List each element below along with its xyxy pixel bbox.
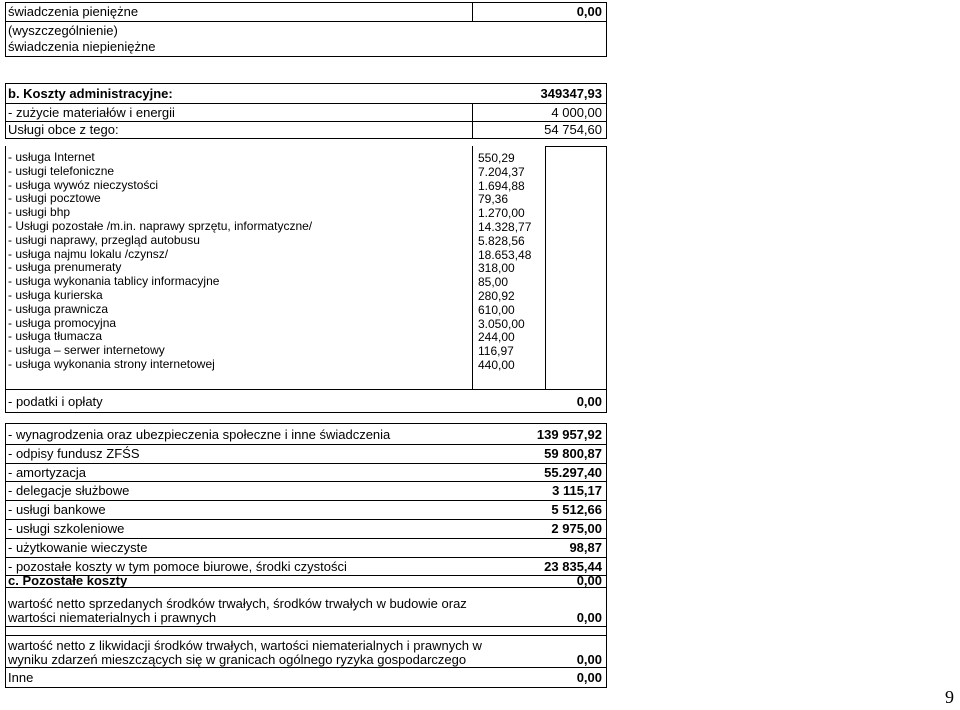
service-item-label: - usługa wywóz nieczystości	[8, 178, 159, 192]
cost-row-value: 5 512,66	[551, 502, 602, 517]
service-item-value: 18.653,48	[478, 248, 532, 262]
other-value: 0,00	[576, 670, 602, 685]
sale-assets-line2: wartości niematerialnych i prawnych	[8, 610, 217, 625]
page-number: 9	[945, 687, 954, 707]
service-item-value: 440,00	[478, 358, 515, 372]
service-item-value: 79,36	[478, 192, 509, 206]
service-item-value: 7.204,37	[478, 165, 525, 179]
service-item-label: - usługa Internet	[8, 150, 95, 164]
cost-row-value: 139 957,92	[536, 427, 602, 442]
service-item-value: 610,00	[478, 303, 515, 317]
service-item-label: - usługa promocyjna	[8, 316, 117, 330]
cost-row-value: 55.297,40	[544, 465, 602, 480]
service-item-label: - usługi bhp	[8, 205, 71, 219]
other-costs-value: 0,00	[576, 573, 602, 588]
cost-row-value: 98,87	[569, 540, 602, 555]
service-item-value: 116,97	[478, 344, 514, 358]
service-item-label: - usługa tłumacza	[8, 329, 103, 343]
other-costs-title: c. Pozostałe koszty	[8, 573, 128, 588]
sale-assets-line1: wartość netto sprzedanych środków trwałych, środków trwałych w budowie oraz	[8, 596, 467, 611]
cost-row-value: 3 115,17	[552, 483, 602, 498]
cost-row-label: - delegacje służbowe	[8, 483, 130, 498]
cost-row-label: - odpisy fundusz ZFŚS	[8, 446, 140, 461]
cost-row-label: - pozostałe koszty w tym pomoce biurowe, środki czystości	[8, 559, 347, 574]
service-item-value: 3.050,00	[478, 317, 525, 331]
cost-row-label: - usługi szkoleniowe	[8, 521, 125, 536]
cost-row-value: 59 800,87	[544, 446, 602, 461]
service-item-label: - usługi telefoniczne	[8, 164, 115, 178]
service-item-label: - usługa wykonania tablicy informacyjne	[8, 274, 220, 288]
cost-row-value: 2 975,00	[551, 521, 602, 536]
service-item-value: 85,00	[478, 275, 509, 289]
admin-costs-title: b. Koszty administracyjne:	[8, 86, 173, 101]
service-item-label: - Usługi pozostałe /m.in. naprawy sprzętu, informatyczne/	[8, 219, 313, 233]
service-item-label: - usługi naprawy, przegląd autobusu	[8, 233, 200, 247]
cash-benefits-label: świadczenia pieniężne	[8, 4, 139, 19]
liquidation-line1: wartość netto z likwidacji środków trwałych, wartości niematerialnych i prawnych w	[8, 638, 482, 653]
cost-row-label: - wynagrodzenia oraz ubezpieczenia społeczne i inne świadczenia	[8, 427, 391, 442]
materials-value: 4 000,00	[551, 105, 602, 120]
service-item-value: 1.694,88	[478, 179, 525, 193]
cash-benefits-value: 0,00	[576, 4, 602, 19]
liquidation-value: 0,00	[576, 652, 602, 667]
service-item-value: 280,92	[478, 289, 515, 303]
external-services-value: 54 754,60	[544, 122, 602, 137]
liquidation-line2: wyniku zdarzeń mieszczących się w granicach ogólnego ryzyka gospodarczego	[8, 652, 467, 667]
service-item-label: - usługa kurierska	[8, 288, 103, 302]
admin-costs-total: 349347,93	[540, 86, 602, 101]
service-item-value: 5.828,56	[478, 234, 525, 248]
service-item-label: - usługi pocztowe	[8, 191, 101, 205]
specification-label: (wyszczególnienie)	[8, 23, 118, 38]
service-item-value: 318,00	[478, 261, 515, 275]
service-item-label: - usługa prenumeraty	[8, 260, 122, 274]
service-item-value: 1.270,00	[478, 206, 525, 220]
service-item-label: - usługa wykonania strony internetowej	[8, 357, 215, 371]
materials-label: - zużycie materiałów i energii	[8, 105, 175, 120]
taxes-label: - podatki i opłaty	[8, 394, 103, 409]
service-item-value: 550,29	[478, 151, 515, 165]
cost-row-value: 23 835,44	[544, 559, 602, 574]
service-item-label: - usługa – serwer internetowy	[8, 343, 165, 357]
cost-row-label: - usługi bankowe	[8, 502, 106, 517]
service-item-label: - usługa prawnicza	[8, 302, 109, 316]
external-services-label: Usługi obce z tego:	[8, 122, 119, 137]
sale-assets-value: 0,00	[576, 610, 602, 625]
taxes-value: 0,00	[576, 394, 602, 409]
service-item-value: 14.328,77	[478, 220, 532, 234]
service-item-value: 244,00	[478, 330, 515, 344]
service-item-label: - usługa najmu lokalu /czynsz/	[8, 247, 169, 261]
non-cash-benefits-label: świadczenia niepieniężne	[8, 39, 156, 54]
cost-row-label: - użytkowanie wieczyste	[8, 540, 148, 555]
cost-row-label: - amortyzacja	[8, 465, 87, 480]
other-label: Inne	[8, 670, 34, 685]
